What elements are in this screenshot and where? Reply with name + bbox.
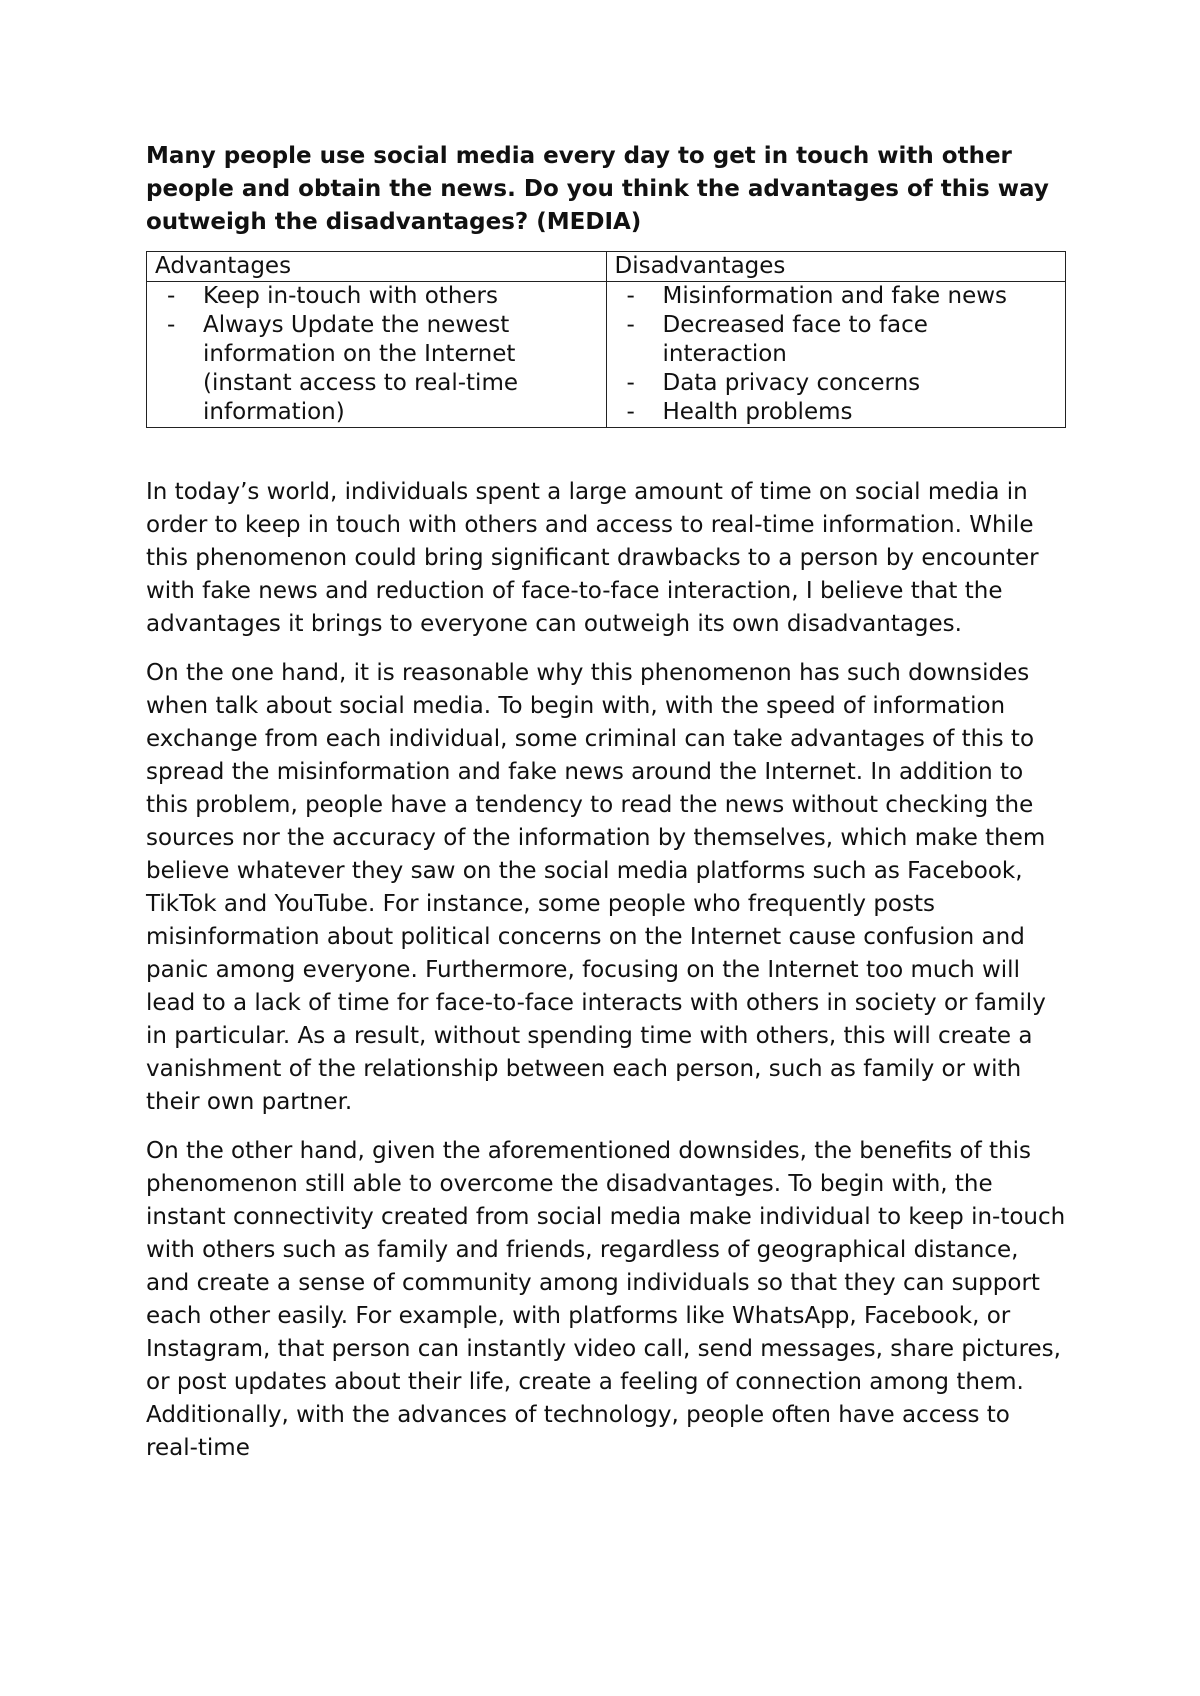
introduction-paragraph: In today’s world, individuals spent a large amount of time on social media in order to keep in touch with others and access to real-time information. While this phenomenon could bring significant drawbacks to a person by encounter with fake news and reduction of face-to-face interaction, I believe that the advantages it brings to everyone can outweigh its own disadvantages.	[146, 479, 1039, 637]
body-paragraph-2: On the other hand, given the aforementioned downsides, the benefits of this phenomenon still able to overcome the disadvantages. To begin with, the instant connectivity created from social media make individual to keep in-touch with others such as family and friends, regardless of geographical distance, and create a sense of community among individuals so that they can support each other easily. For example, with platforms like WhatsApp, Facebook, or Instagram, that person can instantly video call, send messages, share pictures, or post updates about their life, create a feeling of connection among them. Additionally, with the advances of technology, people often have access to real-time	[146, 1138, 1066, 1461]
essay-prompt: Many people use social media every day to get in touch with other people and obtain the news. Do you think the advantages of this way outweigh the disadvantages? (MEDIA)	[146, 143, 1049, 235]
advantages-list	[155, 282, 598, 427]
list-item: - Data privacy concerns	[663, 369, 1058, 398]
document-page	[146, 140, 1066, 1481]
list-item: - Always Update the newest information on the Internet (instant access to real-time information)	[203, 311, 598, 427]
disadvantages-list	[615, 282, 1058, 427]
list-item: - Health problems	[663, 398, 1058, 427]
disadvantages-cell	[606, 282, 1066, 428]
table-row	[147, 282, 1066, 428]
table-header-row	[147, 252, 1066, 282]
list-item: - Misinformation and fake news	[663, 282, 1058, 311]
essay-body	[146, 476, 1066, 1465]
disadvantages-header: Disadvantages	[606, 252, 1066, 282]
advantages-header: Advantages	[147, 252, 607, 282]
pros-cons-table	[146, 251, 1066, 428]
advantages-cell	[147, 282, 607, 428]
list-item: - Keep in-touch with others	[203, 282, 598, 311]
body-paragraph-1: On the one hand, it is reasonable why this phenomenon has such downsides when talk about social media. To begin with, with the speed of information exchange from each individual, some criminal can take advantages of this to spread the misinformation and fake news around the Internet. In addition to this problem, people have a tendency to read the news without checking the sources nor the accuracy of the information by themselves, which make them believe whatever they saw on the social media platforms such as Facebook, TikTok and YouTube. For instance, some people who frequently posts misinformation about political concerns on the Internet cause confusion and panic among everyone. Furthermore, focusing on the Internet too much will lead to a lack of time for face-to-face interacts with others in society or family in particular. As a result, without spending time with others, this will create a vanishment of the relationship between each person, such as family or with their own partner.	[146, 660, 1046, 1115]
list-item: - Decreased face to face interaction	[663, 311, 1058, 369]
